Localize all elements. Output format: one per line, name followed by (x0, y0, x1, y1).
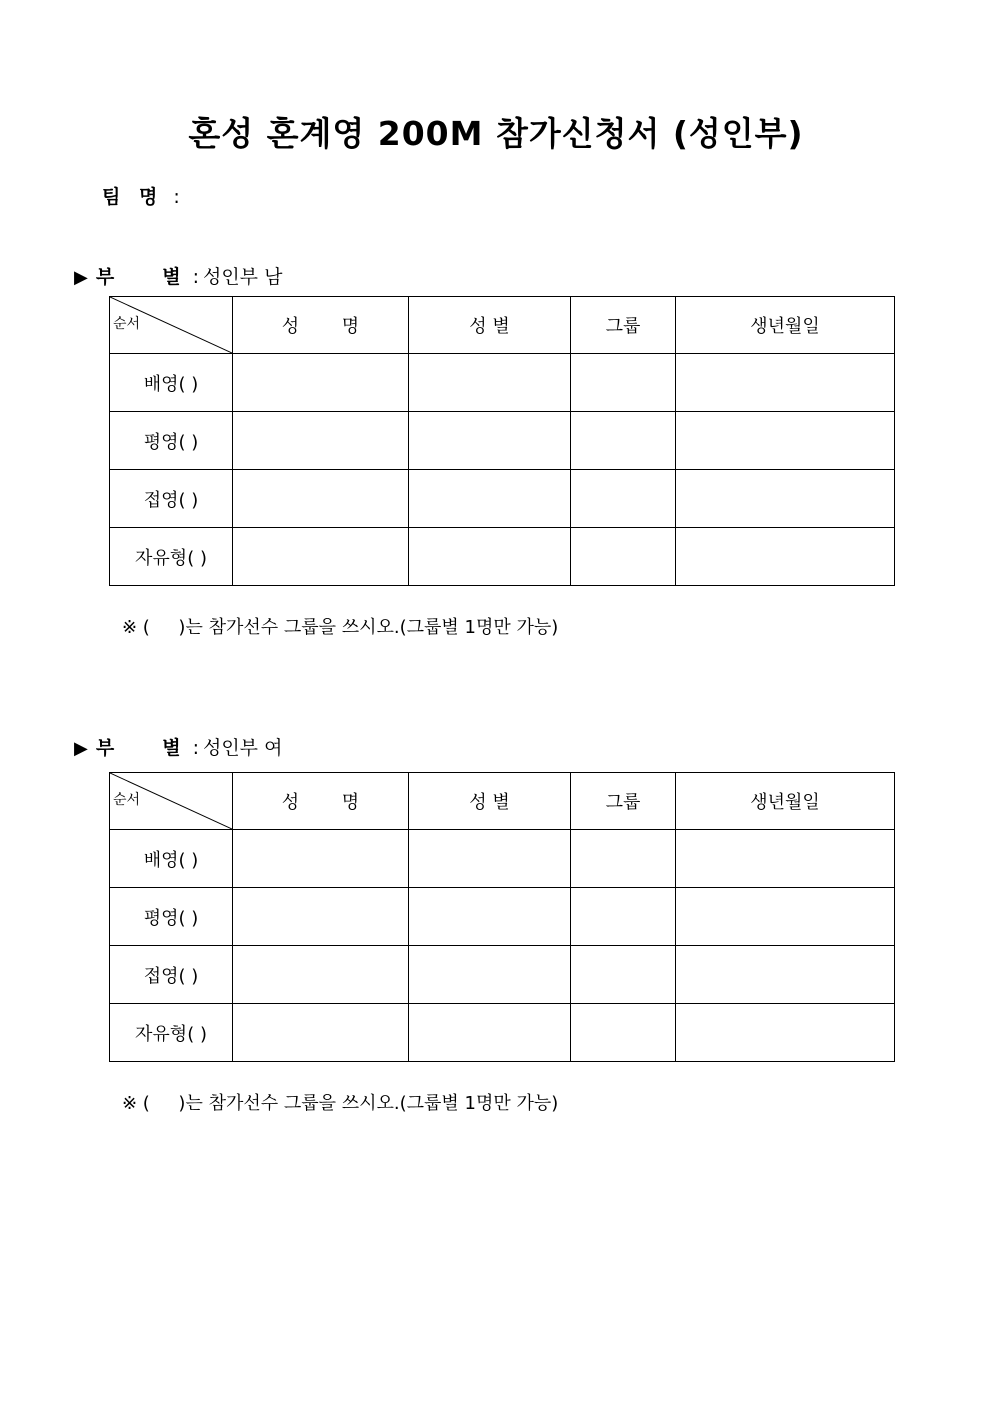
page-title: 혼성 혼계영 200M 참가신청서 (성인부) (188, 114, 804, 153)
division-label-b: 별 (162, 737, 183, 759)
birth-cell[interactable] (676, 1004, 895, 1062)
triangle-right-icon: ▶ (74, 267, 88, 288)
stroke-label-butterfly: 접영( ) (110, 470, 233, 528)
name-header-b: 명 (341, 316, 360, 337)
table-row (110, 1004, 895, 1062)
birth-cell[interactable] (676, 830, 895, 888)
group-note: ※ ( )는 참가선수 그룹을 쓰시오.(그룹별 1명만 가능) (122, 1093, 559, 1114)
triangle-right-icon: ▶ (74, 738, 88, 759)
birth-header: 생년월일 (676, 773, 895, 830)
name-cell[interactable] (233, 946, 409, 1004)
name-header (233, 297, 409, 354)
stroke-label-backstroke: 배영( ) (110, 354, 233, 412)
gender-cell[interactable] (409, 354, 571, 412)
stroke-label-backstroke: 배영( ) (110, 830, 233, 888)
corner-cell (110, 297, 233, 354)
corner-cell (110, 773, 233, 830)
group-header: 그룹 (571, 297, 676, 354)
name-cell[interactable] (233, 830, 409, 888)
name-cell[interactable] (233, 470, 409, 528)
name-header (233, 773, 409, 830)
division-colon: : (192, 737, 199, 759)
stroke-label-breaststroke: 평영( ) (110, 888, 233, 946)
division-label-a: 부 (95, 266, 117, 288)
entry-table-men (109, 296, 895, 586)
gender-cell[interactable] (409, 830, 571, 888)
group-cell[interactable] (571, 888, 676, 946)
birth-cell[interactable] (676, 412, 895, 470)
stroke-label-butterfly: 접영( ) (110, 946, 233, 1004)
gender-header: 성 별 (409, 773, 571, 830)
order-header: 순서 (113, 316, 141, 332)
name-cell[interactable] (233, 354, 409, 412)
gender-cell[interactable] (409, 412, 571, 470)
birth-cell[interactable] (676, 888, 895, 946)
table-header-row (110, 773, 895, 830)
table-row (110, 888, 895, 946)
division-value: 성인부 여 (202, 737, 283, 759)
birth-cell[interactable] (676, 354, 895, 412)
division-value: 성인부 남 (202, 266, 283, 288)
stroke-label-freestyle: 자유형( ) (110, 1004, 233, 1062)
division-label-b: 별 (162, 266, 183, 288)
division-line-men (74, 262, 282, 289)
entry-table-women (109, 772, 895, 1062)
gender-cell[interactable] (409, 1004, 571, 1062)
group-cell[interactable] (571, 830, 676, 888)
table-row (110, 354, 895, 412)
division-colon: : (192, 266, 199, 288)
team-name-colon: : (173, 186, 182, 208)
name-header-a: 성 (281, 792, 300, 813)
stroke-label-breaststroke: 평영( ) (110, 412, 233, 470)
team-name-line (102, 182, 182, 209)
table-row (110, 830, 895, 888)
group-cell[interactable] (571, 528, 676, 586)
name-cell[interactable] (233, 528, 409, 586)
group-cell[interactable] (571, 354, 676, 412)
division-label-a: 부 (95, 737, 117, 759)
birth-cell[interactable] (676, 946, 895, 1004)
table-header-row (110, 297, 895, 354)
gender-cell[interactable] (409, 888, 571, 946)
gender-cell[interactable] (409, 946, 571, 1004)
name-header-a: 성 (281, 316, 300, 337)
group-cell[interactable] (571, 470, 676, 528)
gender-cell[interactable] (409, 528, 571, 586)
name-cell[interactable] (233, 888, 409, 946)
birth-cell[interactable] (676, 528, 895, 586)
division-line-women (74, 733, 282, 760)
table-row (110, 470, 895, 528)
stroke-label-freestyle: 자유형( ) (110, 528, 233, 586)
birth-header: 생년월일 (676, 297, 895, 354)
gender-header: 성 별 (409, 297, 571, 354)
group-note: ※ ( )는 참가선수 그룹을 쓰시오.(그룹별 1명만 가능) (122, 617, 559, 638)
table-row (110, 412, 895, 470)
group-cell[interactable] (571, 412, 676, 470)
team-name-label: 팀 명 (102, 186, 164, 208)
birth-cell[interactable] (676, 470, 895, 528)
group-cell[interactable] (571, 946, 676, 1004)
name-cell[interactable] (233, 1004, 409, 1062)
table-row (110, 528, 895, 586)
gender-cell[interactable] (409, 470, 571, 528)
group-cell[interactable] (571, 1004, 676, 1062)
name-cell[interactable] (233, 412, 409, 470)
name-header-b: 명 (341, 792, 360, 813)
group-header: 그룹 (571, 773, 676, 830)
table-row (110, 946, 895, 1004)
order-header: 순서 (113, 792, 141, 808)
